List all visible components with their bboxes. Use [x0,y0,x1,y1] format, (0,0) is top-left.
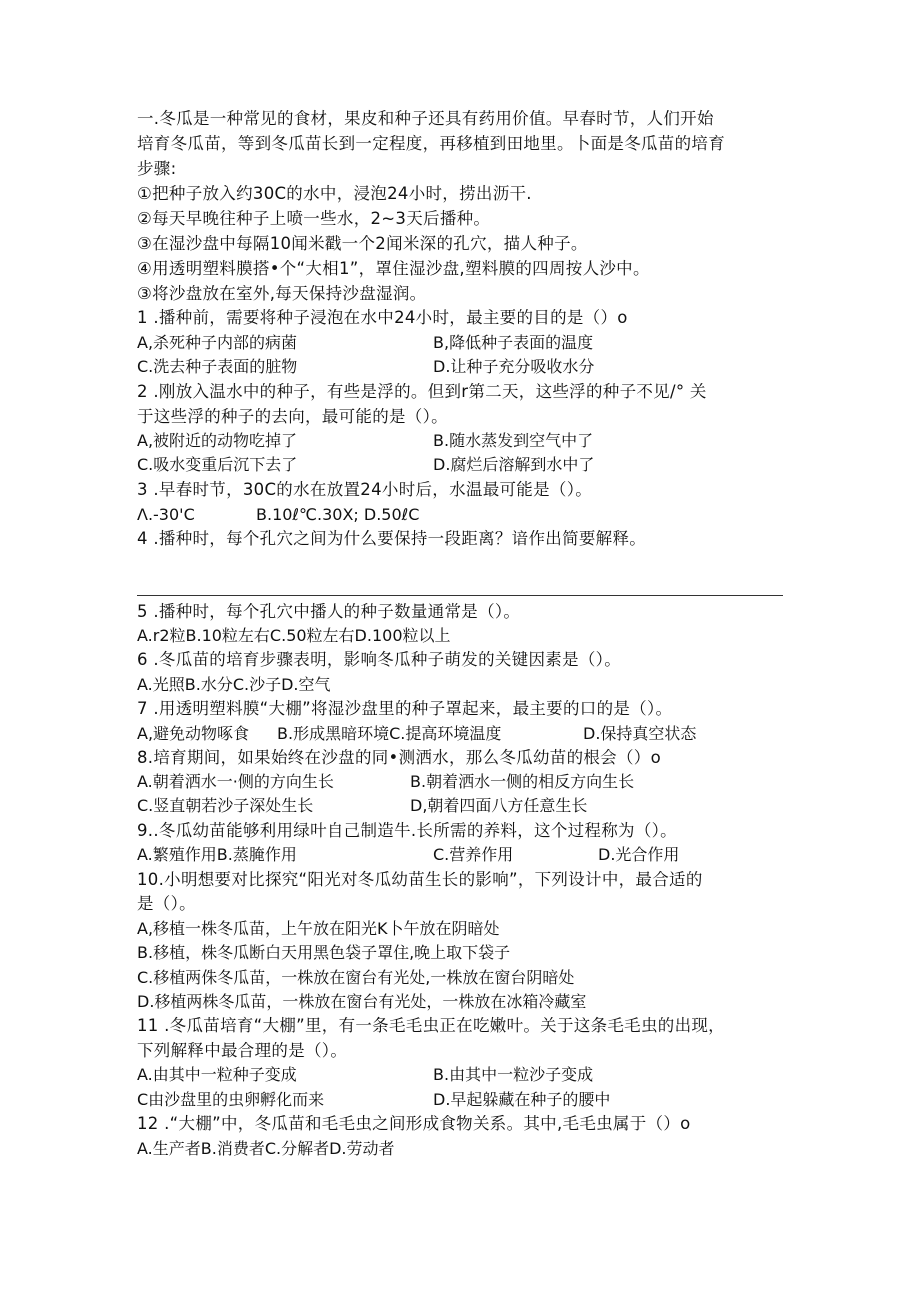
question-9-option-d: D.光合作用 [598,845,680,864]
question-10-stem-line-2: 是（）。 [137,894,196,913]
question-10-option-c: C.移植两侏冬瓜苗，一株放在窗台有光处,一株放在窗台阴暗处 [137,968,575,987]
question-10-option-a: A,移植一株冬瓜苗，上午放在阳光K卜午放在阴暗处 [137,919,500,938]
step-5: ③将沙盘放在室外,每天保持沙盘湿润。 [137,284,427,303]
question-2-stem-line-1: 2 .刚放入温水中的种子，有些是浮的。但到r第二天，这些浮的种子不见/° 关 [137,382,707,401]
intro-line-1: 一.冬瓜是一种常见的食材，果皮和种子还具有药用价值。早春时节，人们开始 [137,109,714,128]
question-1-stem: 1 .播种前，需要将种子浸泡在水中24小时，最主要的目的是（）o [137,308,628,327]
question-3-options-bcd: B.10ℓ℃.30X; D.50ℓC [256,505,420,524]
answer-line [137,595,783,596]
question-8-option-a: A.朝着洒水一·侧的方向生长 [137,772,334,791]
question-10-option-d: D.移植两株冬瓜苗，一株放在窗台有光处，一株放在冰箱冷藏室 [137,992,587,1011]
question-4-stem: 4 .播种时，每个孔穴之间为什么要保持一段距离？谙作出简要解释。 [137,529,647,548]
question-3-stem: 3 .早春时节，30C的水在放置24小时后，水温最可能是（）。 [137,480,593,499]
question-1-option-a: A,杀死种子内部的病菌 [137,333,298,352]
question-6-stem: 6 .冬瓜苗的培育步骤表明，影响冬瓜种子萌发的关键因素是（）。 [137,650,622,669]
question-2-option-c: C.吸水变重后沉下去了 [137,455,298,474]
question-8-option-b: B.朝着洒水一侧的相反方向生长 [410,772,635,791]
question-1-option-b: B,降低种子表面的温度 [433,333,594,352]
question-11-option-c: C由沙盘里的虫卵孵化而来 [137,1090,325,1109]
question-1-option-d: D.让种子充分吸收水分 [433,357,595,376]
question-3-option-a: Λ.-30'C [137,505,195,524]
question-2-option-b: B.随水蒸发到空气中了 [433,431,594,450]
question-6-options: A.光照B.水分C.沙子D.空气 [137,675,331,694]
question-11-option-a: A.由其中一粒种子变成 [137,1065,297,1084]
question-11-stem-line-1: 11 .冬瓜苗培育“大棚”里，有一条毛毛虫正在吃嫩叶。关于这条毛毛虫的出现， [137,1016,725,1035]
question-7-options-bc: B.形成黑暗环境C.提高环境温度 [277,724,502,743]
question-7-option-d: D.保持真空状态 [583,724,697,743]
question-2-option-a: A,被附近的动物吃掉了 [137,431,298,450]
question-1-option-c: C.洗去种子表面的脏物 [137,357,298,376]
question-12-stem: 12 .“大棚”中，冬瓜苗和毛毛虫之间形成食物关系。其中,毛毛虫属于（）o [137,1114,691,1133]
question-9-options-ab: A.繁殖作用B.蒸腌作用 [137,845,297,864]
question-11-option-d: D.早起躲藏在种子的腰中 [433,1090,611,1109]
question-10-option-b: B.移植，株冬瓜断白天用黑色袋子罩住,晚上取下袋子 [137,943,511,962]
question-8-option-c: C.竖直朝若沙子深处生长 [137,796,314,815]
question-5-stem: 5 .播种时，每个孔穴中播人的种子数量通常是（）。 [137,602,521,621]
question-12-options: A.生产者B.消费者C.分解者D.劳动者 [137,1139,395,1158]
question-7-stem: 7 .用透明塑料膜“大棚”将湿沙盘里的种子罩起来，最主要的口的是（）。 [137,699,673,718]
step-4: ④用透明塑料膜搭•个“大相1”，罩住湿沙盘,塑料膜的四周按人沙中。 [137,259,650,278]
question-11-option-b: B.由其中一粒沙子变成 [433,1065,594,1084]
intro-line-3: 步骤: [137,159,177,178]
question-9-stem: 9..冬瓜幼苗能够利用绿叶自己制造牛.长所需的养料，这个过程称为（）。 [137,821,677,840]
question-8-stem: 8.培育期间，如果始终在沙盘的同•测洒水，那么冬瓜幼苗的根会（）o [137,748,661,767]
step-3: ③在湿沙盘中每隔10闻米戳一个2闻米深的孔穴，描人种子。 [137,234,588,253]
question-2-option-d: D.腐烂后溶解到水中了 [433,455,595,474]
intro-line-2: 培育冬瓜苗，等到冬瓜苗长到一定程度，再移植到田地里。卜面是冬瓜苗的培育 [137,134,725,153]
question-8-option-d: D,朝着四面八方任意生长 [410,796,588,815]
question-7-option-a: A,避免动物啄食 [137,724,250,743]
question-5-options: A.r2粒B.10粒左右C.50粒左右D.100粒以上 [137,626,451,645]
step-1: ①把种子放入约30C的水中，浸泡24小时，捞出沥干. [137,184,532,203]
step-2: ②每天早晚往种子上喷一些水，2~3天后播种。 [137,209,491,228]
question-2-stem-line-2: 于这些浮的种子的去向，最可能的是（）。 [137,407,448,426]
question-9-option-c: C.营养作用 [433,845,514,864]
question-10-stem-line-1: 10.小明想要对比探究“阳光对冬瓜幼苗生长的影响”，下列设计中，最合适的 [137,870,703,889]
question-11-stem-line-2: 下列解释中最合理的是（）。 [137,1041,348,1060]
